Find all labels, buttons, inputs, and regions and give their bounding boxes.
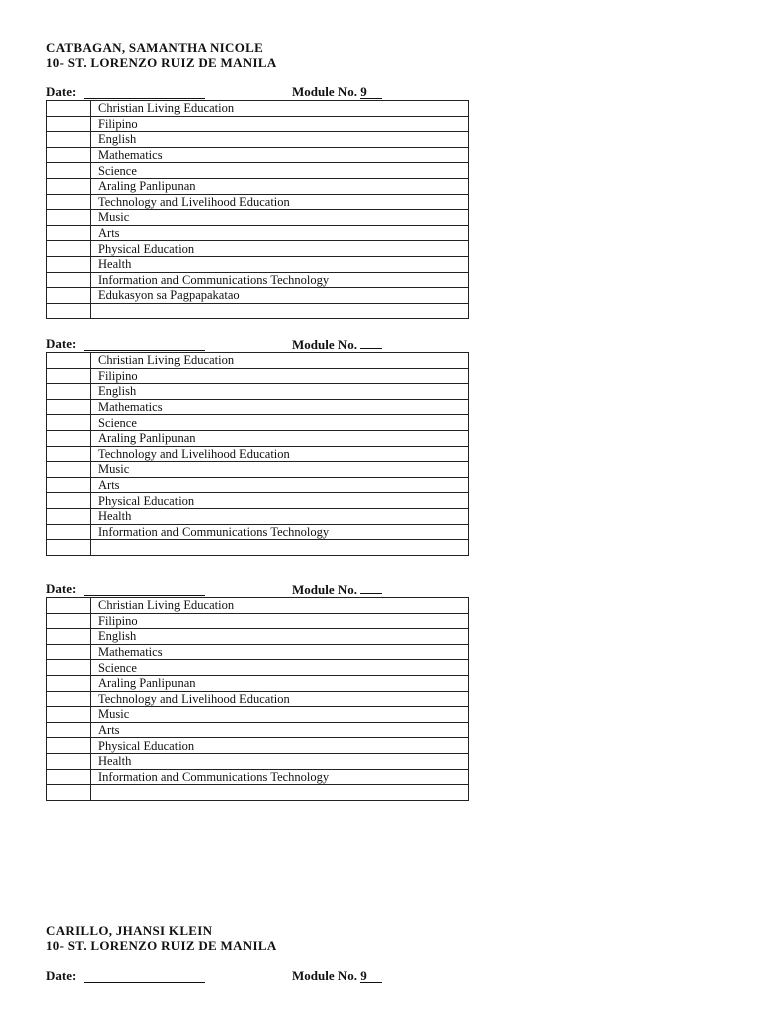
check-cell[interactable] — [47, 147, 91, 163]
subject-cell: Health — [91, 753, 469, 769]
table-row — [47, 368, 469, 384]
table-row — [47, 660, 469, 676]
check-cell[interactable] — [47, 132, 91, 148]
subject-table — [46, 352, 469, 556]
table-row — [47, 288, 469, 304]
check-cell[interactable] — [47, 524, 91, 540]
check-cell[interactable] — [47, 163, 91, 179]
check-cell[interactable] — [47, 738, 91, 754]
module-label: Module No. 9 — [292, 84, 382, 100]
subject-cell: Technology and Livelihood Education — [91, 194, 469, 210]
subject-cell: Physical Education — [91, 241, 469, 257]
subject-cell: Mathematics — [91, 147, 469, 163]
date-label: Date: — [46, 336, 77, 351]
check-cell[interactable] — [47, 384, 91, 400]
table-row — [47, 493, 469, 509]
subject-cell: Christian Living Education — [91, 598, 469, 614]
table-row — [47, 225, 469, 241]
subject-cell: Technology and Livelihood Education — [91, 691, 469, 707]
subject-cell: Science — [91, 163, 469, 179]
student-section: 10- ST. LORENZO RUIZ DE MANILA — [46, 55, 277, 70]
date-field[interactable] — [84, 583, 205, 596]
table-row — [47, 722, 469, 738]
check-cell[interactable] — [47, 613, 91, 629]
check-cell[interactable] — [47, 644, 91, 660]
subject-cell: Araling Panlipunan — [91, 430, 469, 446]
subject-table — [46, 597, 469, 801]
table-row — [47, 116, 469, 132]
check-cell[interactable] — [47, 241, 91, 257]
subject-cell: Arts — [91, 722, 469, 738]
table-row — [47, 163, 469, 179]
date-field[interactable] — [84, 970, 205, 983]
table-row — [47, 303, 469, 319]
table-row — [47, 753, 469, 769]
module-number[interactable] — [360, 336, 382, 349]
date-label: Date: — [46, 968, 77, 983]
subject-cell: Technology and Livelihood Education — [91, 446, 469, 462]
module-number[interactable] — [360, 581, 382, 594]
subject-cell: Science — [91, 660, 469, 676]
module-block-1 — [46, 84, 469, 319]
module-number[interactable]: 9 — [360, 86, 382, 99]
table-row — [47, 477, 469, 493]
table-row — [47, 707, 469, 723]
table-row — [47, 399, 469, 415]
check-cell[interactable] — [47, 707, 91, 723]
module-block-3 — [46, 581, 469, 801]
check-cell[interactable] — [47, 753, 91, 769]
subject-cell: Science — [91, 415, 469, 431]
subject-cell: Music — [91, 707, 469, 723]
check-cell[interactable] — [47, 540, 91, 556]
student-header-2 — [46, 923, 277, 953]
date-label: Date: — [46, 84, 77, 99]
subject-cell: Information and Communications Technology — [91, 769, 469, 785]
check-cell[interactable] — [47, 691, 91, 707]
date-label: Date: — [46, 581, 77, 596]
table-row — [47, 101, 469, 117]
check-cell[interactable] — [47, 303, 91, 319]
check-cell[interactable] — [47, 256, 91, 272]
table-row — [47, 613, 469, 629]
table-row — [47, 384, 469, 400]
table-row — [47, 675, 469, 691]
check-cell[interactable] — [47, 493, 91, 509]
subject-cell: Filipino — [91, 368, 469, 384]
check-cell[interactable] — [47, 722, 91, 738]
check-cell[interactable] — [47, 462, 91, 478]
subject-cell: Mathematics — [91, 644, 469, 660]
check-cell[interactable] — [47, 399, 91, 415]
module-label: Module No. — [292, 336, 382, 353]
subject-cell: Physical Education — [91, 493, 469, 509]
check-cell[interactable] — [47, 598, 91, 614]
table-row — [47, 446, 469, 462]
table-row — [47, 178, 469, 194]
date-module-row — [46, 968, 469, 984]
subject-cell: Edukasyon sa Pagpapakatao — [91, 288, 469, 304]
subject-cell: English — [91, 132, 469, 148]
check-cell[interactable] — [47, 178, 91, 194]
table-row — [47, 540, 469, 556]
student-header-1 — [46, 40, 277, 70]
check-cell[interactable] — [47, 675, 91, 691]
check-cell[interactable] — [47, 210, 91, 226]
module-block-4 — [46, 968, 469, 984]
check-cell[interactable] — [47, 288, 91, 304]
table-row — [47, 194, 469, 210]
subject-cell — [91, 540, 469, 556]
table-row — [47, 462, 469, 478]
check-cell[interactable] — [47, 225, 91, 241]
date-field[interactable] — [84, 338, 205, 351]
subject-cell — [91, 303, 469, 319]
table-row — [47, 132, 469, 148]
table-row — [47, 738, 469, 754]
subject-cell: Music — [91, 462, 469, 478]
subject-cell: Music — [91, 210, 469, 226]
subject-cell: Health — [91, 508, 469, 524]
subject-cell: Filipino — [91, 116, 469, 132]
subject-cell: Information and Communications Technology — [91, 524, 469, 540]
check-cell[interactable] — [47, 446, 91, 462]
subject-cell: Christian Living Education — [91, 101, 469, 117]
check-cell[interactable] — [47, 415, 91, 431]
date-module-row — [46, 581, 469, 597]
table-row — [47, 147, 469, 163]
subject-cell: Araling Panlipunan — [91, 178, 469, 194]
subject-cell: Physical Education — [91, 738, 469, 754]
table-row — [47, 644, 469, 660]
check-cell[interactable] — [47, 477, 91, 493]
subject-table — [46, 100, 469, 319]
table-row — [47, 691, 469, 707]
check-cell[interactable] — [47, 194, 91, 210]
check-cell[interactable] — [47, 769, 91, 785]
table-row — [47, 430, 469, 446]
table-row — [47, 272, 469, 288]
table-row — [47, 353, 469, 369]
date-module-row — [46, 84, 469, 100]
check-cell[interactable] — [47, 785, 91, 801]
student-section: 10- ST. LORENZO RUIZ DE MANILA — [46, 938, 277, 953]
check-cell[interactable] — [47, 629, 91, 645]
subject-cell: Christian Living Education — [91, 353, 469, 369]
table-row — [47, 241, 469, 257]
check-cell[interactable] — [47, 101, 91, 117]
subject-cell: Arts — [91, 225, 469, 241]
subject-cell: Araling Panlipunan — [91, 675, 469, 691]
table-row — [47, 598, 469, 614]
check-cell[interactable] — [47, 116, 91, 132]
student-name: CATBAGAN, SAMANTHA NICOLE — [46, 40, 264, 55]
subject-cell: Filipino — [91, 613, 469, 629]
check-cell[interactable] — [47, 368, 91, 384]
table-row — [47, 785, 469, 801]
table-row — [47, 256, 469, 272]
check-cell[interactable] — [47, 430, 91, 446]
module-label: Module No. — [292, 581, 382, 598]
check-cell[interactable] — [47, 508, 91, 524]
check-cell[interactable] — [47, 660, 91, 676]
table-row — [47, 524, 469, 540]
student-name: CARILLO, JHANSI KLEIN — [46, 923, 213, 938]
table-row — [47, 210, 469, 226]
subject-cell: Mathematics — [91, 399, 469, 415]
table-row — [47, 508, 469, 524]
subject-cell: Health — [91, 256, 469, 272]
module-number[interactable]: 9 — [360, 970, 382, 983]
module-block-2 — [46, 336, 469, 556]
date-field[interactable] — [84, 86, 205, 99]
table-row — [47, 629, 469, 645]
check-cell[interactable] — [47, 272, 91, 288]
subject-cell: English — [91, 629, 469, 645]
subject-cell — [91, 785, 469, 801]
module-label: Module No. 9 — [292, 968, 382, 984]
date-module-row — [46, 336, 469, 352]
table-row — [47, 415, 469, 431]
check-cell[interactable] — [47, 353, 91, 369]
subject-cell: Information and Communications Technology — [91, 272, 469, 288]
table-row — [47, 769, 469, 785]
subject-cell: Arts — [91, 477, 469, 493]
subject-cell: English — [91, 384, 469, 400]
